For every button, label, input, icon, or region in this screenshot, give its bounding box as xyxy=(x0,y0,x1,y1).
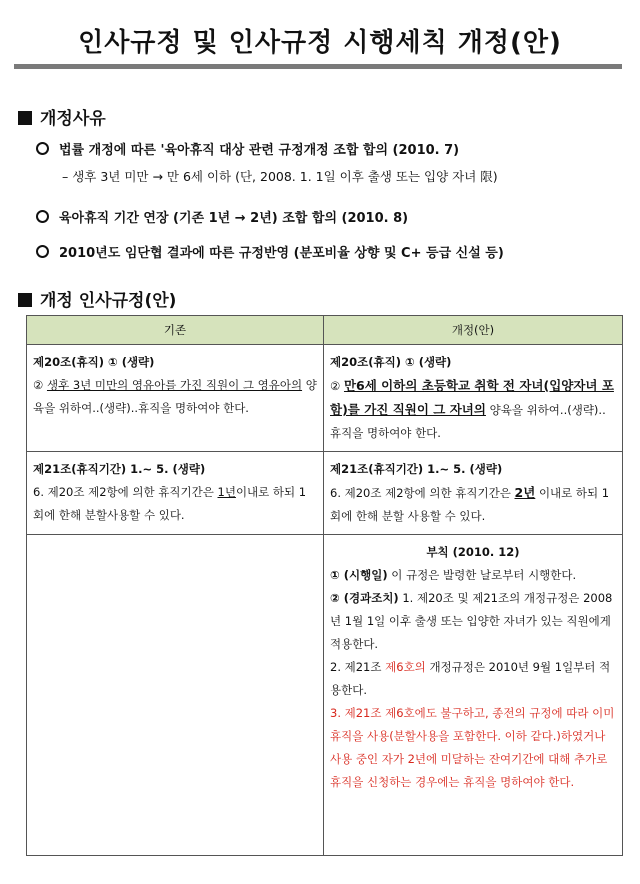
square-bullet-icon xyxy=(18,293,32,307)
reason-sub-item: – 생후 3년 미만 → 만 6세 이하 (단, 2008. 1. 1일 이후 출생 또는 입양 자녀 限) xyxy=(62,169,498,184)
article-heading: 제20조(휴직) ① (생략) xyxy=(330,355,452,369)
provision-text: 개정규정은 2010년 9월 1일부터 적용한다. xyxy=(330,660,611,697)
cell-new-supplementary xyxy=(324,535,623,856)
clause-text: 양육을 위하여..(생략)..휴직을 명하여야 한다. xyxy=(33,378,317,415)
cell-new-article20 xyxy=(324,345,623,452)
circle-bullet-icon xyxy=(36,210,49,223)
provision-text: 2. 제21조 xyxy=(330,660,386,674)
clause-text: 이내로 하되 1회에 한해 분할 사용할 수 있다. xyxy=(330,486,610,523)
article-heading: 제21조(휴직기간) 1.~ 5. (생략) xyxy=(330,462,503,476)
reason-text: 법률 개정에 따른 '육아휴직 대상 관련 규정개정 조합 합의 (2010. 7) xyxy=(59,143,460,158)
column-header-old: 기존 xyxy=(27,316,324,345)
reason-item-3 xyxy=(36,242,504,261)
provision-heading: ① (시행일) xyxy=(330,568,388,582)
section-heading-amendment xyxy=(18,286,176,311)
section-heading-reason xyxy=(18,104,106,129)
clause-text: 6. 제20조 제2항에 의한 휴직기간은 xyxy=(330,486,515,500)
changed-text: 1년 xyxy=(217,485,236,499)
changed-text: 생후 3년 미만의 영유아를 가진 직원이 그 영유아의 xyxy=(46,378,303,392)
circle-bullet-icon xyxy=(36,245,49,258)
section-heading-label: 개정사유 xyxy=(40,109,106,129)
supplementary-title: 부칙 (2010. 12) xyxy=(426,545,520,559)
table-row xyxy=(27,452,623,535)
circle-bullet-icon xyxy=(36,142,49,155)
table-row xyxy=(27,345,623,452)
article-heading: 제20조(휴직) ① (생략) xyxy=(33,355,155,369)
cell-old-article20 xyxy=(27,345,324,452)
table-row xyxy=(27,535,623,856)
cell-new-article21 xyxy=(324,452,623,535)
clause-text: 6. 제20조 제2항에 의한 휴직기간은 xyxy=(33,485,218,499)
clause-number: ② xyxy=(330,379,344,393)
clause-text: 이내로 하되 1회에 한해 분할사용할 수 있다. xyxy=(33,485,307,522)
provision-text: 1. 제20조 및 제21조의 개정규정은 2008년 1월 1일 이후 출생 또는 입양한 자녀가 있는 직원에게 적용한다. xyxy=(330,591,613,651)
section-heading-label: 개정 인사규정(안) xyxy=(40,291,177,311)
highlighted-provision: 3. 제21조 제6호에도 불구하고, 종전의 규정에 따라 이미 휴직을 사용(분할사용을 포함한다. 이하 같다.)하였거나 사용 중인 자가 2년에 미달하는 잔여기간에 대해 추가로 휴직을 신청하는 경우에는 휴직을 명하여야 한다. xyxy=(330,706,615,789)
cell-old-supplementary-empty xyxy=(27,535,324,856)
cell-old-article21 xyxy=(27,452,324,535)
column-header-new: 개정(안) xyxy=(324,316,623,345)
changed-text: 2년 xyxy=(514,485,536,500)
reason-item-1 xyxy=(36,139,459,158)
highlighted-text: 제6호의 xyxy=(385,660,426,674)
reason-item-2 xyxy=(36,207,408,226)
table-header-row xyxy=(27,316,623,345)
title-divider xyxy=(14,64,622,69)
clause-number: ② xyxy=(33,378,47,392)
square-bullet-icon xyxy=(18,111,32,125)
comparison-table xyxy=(26,315,623,856)
clause-text: 양육을 위하여..(생략)..휴직을 명하여야 한다. xyxy=(330,403,606,440)
changed-text: 만6세 이하의 초등학교 취학 전 자녀(입양자녀 포함)를 가진 직원이 그 자녀의 xyxy=(330,378,614,417)
provision-heading: ② (경과조치) xyxy=(330,591,399,605)
page-title: 인사규정 및 인사규정 시행세칙 개정(안) xyxy=(78,28,562,58)
reason-text: 2010년도 임단협 결과에 따른 규정반영 (분포비율 상향 및 C+ 등급 신설 등) xyxy=(59,246,504,261)
reason-text: 육아휴직 기간 연장 (기존 1년 → 2년) 조합 합의 (2010. 8) xyxy=(59,211,409,226)
provision-text: 이 규정은 발령한 날로부터 시행한다. xyxy=(387,568,577,582)
article-heading: 제21조(휴직기간) 1.~ 5. (생략) xyxy=(33,462,206,476)
